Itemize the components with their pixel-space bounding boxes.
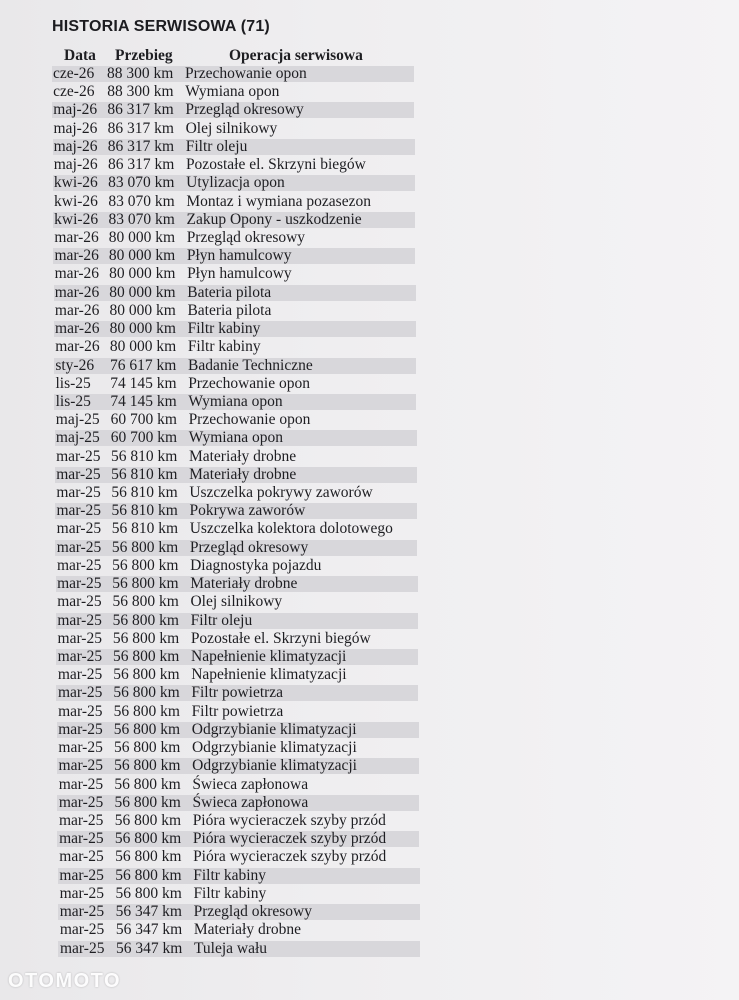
table-row (0, 648, 739, 666)
row-operation: Filtr kabiny (193, 884, 267, 902)
row-date: mar-25 (60, 939, 105, 957)
row-operation: Przechowanie opon (188, 411, 311, 429)
row-mileage: 83 070 km (108, 210, 175, 228)
row-operation: Pióra wycieraczek szyby przód (193, 848, 387, 866)
table-row (0, 794, 739, 812)
table-row (0, 429, 739, 447)
row-mileage: 86 317 km (107, 137, 175, 155)
row-mileage: 56 810 km (111, 465, 178, 483)
row-mileage: 56 800 km (113, 648, 180, 665)
row-mileage: 56 810 km (111, 502, 178, 520)
row-date: mar-25 (56, 447, 101, 465)
row-operation: Materiały drobne (190, 575, 298, 593)
table-row (0, 830, 739, 848)
table-row (0, 630, 739, 648)
row-operation: Przechowanie opon (185, 65, 307, 82)
row-operation: Przegląd okresowy (193, 903, 312, 921)
row-mileage: 60 700 km (110, 411, 177, 429)
row-mileage: 80 000 km (109, 301, 176, 319)
table-row (0, 593, 739, 611)
table-row (0, 757, 739, 775)
table-row (0, 302, 739, 320)
row-operation: Przegląd okresowy (185, 101, 304, 119)
table-row (0, 721, 739, 739)
column-header-operation: Operacja serwisowa (229, 47, 363, 64)
row-operation: Wymiana opon (185, 83, 280, 101)
row-operation: Filtr oleju (185, 137, 248, 155)
row-operation: Filtr kabiny (193, 866, 267, 884)
table-row (0, 411, 739, 429)
row-mileage: 56 800 km (113, 720, 181, 738)
row-date: mar-25 (59, 921, 105, 939)
row-mileage: 56 800 km (115, 848, 182, 866)
row-mileage: 80 000 km (109, 320, 176, 338)
table-row (0, 83, 739, 101)
row-date: mar-26 (54, 265, 100, 283)
row-operation: Płyn hamulcowy (186, 247, 292, 265)
row-date: mar-25 (56, 484, 101, 502)
row-mileage: 56 347 km (115, 903, 182, 921)
row-operation: Napełnienie klimatyzacji (191, 648, 347, 665)
row-mileage: 56 800 km (113, 702, 180, 720)
row-mileage: 88 300 km (107, 65, 174, 82)
table-row (0, 703, 739, 721)
row-mileage: 56 800 km (111, 538, 179, 556)
row-operation: Diagnostyka pojazdu (190, 556, 322, 574)
column-header-date: Data (64, 47, 96, 64)
row-operation: Filtr oleju (190, 611, 253, 629)
table-row (0, 338, 739, 356)
row-operation: Odgrzybianie klimatyzacji (192, 757, 357, 775)
row-mileage: 56 800 km (112, 629, 180, 647)
row-operation: Przegląd okresowy (186, 228, 306, 246)
row-mileage: 86 317 km (107, 156, 175, 174)
row-operation: Filtr kabiny (187, 320, 261, 338)
otomoto-watermark: OTOMOTO (8, 970, 122, 992)
row-mileage: 56 800 km (112, 593, 179, 611)
row-operation: Uszczelka kolektora dolotowego (189, 520, 393, 538)
row-mileage: 86 317 km (107, 101, 174, 119)
table-row (0, 101, 739, 119)
row-operation: Pióra wycieraczek szyby przód (192, 811, 386, 829)
row-operation: Przechowanie opon (188, 374, 310, 392)
row-date: mar-25 (56, 538, 102, 556)
row-mileage: 74 145 km (110, 392, 177, 410)
row-date: mar-25 (59, 903, 105, 921)
row-mileage: 56 800 km (113, 684, 180, 702)
row-operation: Odgrzybianie klimatyzacji (191, 720, 357, 738)
row-operation: Materiały drobne (189, 465, 297, 483)
table-row (0, 284, 739, 302)
row-mileage: 56 800 km (114, 811, 181, 829)
row-mileage: 83 070 km (108, 174, 175, 192)
table-row (0, 575, 739, 593)
row-operation: Świeca zapłonowa (192, 775, 309, 793)
table-row (0, 739, 739, 757)
table-row (0, 247, 739, 265)
row-operation: Olej silnikowy (190, 593, 283, 611)
row-operation: Zakup Opony - uszkodzenie (186, 210, 362, 228)
row-date: mar-25 (56, 556, 102, 574)
row-operation: Filtr powietrza (191, 684, 284, 702)
row-mileage: 56 800 km (113, 666, 180, 684)
row-date: mar-26 (54, 228, 99, 246)
table-row (0, 211, 739, 229)
row-date: maj-25 (55, 411, 100, 429)
row-date: mar-25 (58, 775, 104, 793)
table-row (0, 265, 739, 283)
row-mileage: 88 300 km (107, 83, 174, 101)
row-mileage: 80 000 km (109, 283, 176, 301)
service-history-table (0, 65, 739, 958)
row-operation: Płyn hamulcowy (187, 265, 292, 283)
row-date: mar-25 (56, 520, 102, 538)
row-operation: Pozostałe el. Skrzyni biegów (185, 156, 366, 174)
row-date: mar-25 (58, 739, 103, 757)
row-operation: Napełnienie klimatyzacji (191, 666, 347, 684)
row-operation: Olej silnikowy (185, 119, 278, 137)
table-row (0, 120, 739, 138)
row-operation: Świeca zapłonowa (192, 793, 309, 811)
row-operation: Odgrzybianie klimatyzacji (191, 739, 357, 757)
row-date: mar-25 (57, 611, 102, 629)
row-operation: Filtr kabiny (187, 338, 261, 356)
table-row (0, 885, 739, 903)
table-row (0, 375, 739, 393)
table-row (0, 867, 739, 885)
row-date: mar-25 (57, 629, 102, 647)
table-row (0, 174, 739, 192)
row-mileage: 56 810 km (110, 447, 178, 465)
row-mileage: 80 000 km (108, 247, 176, 265)
row-mileage: 56 800 km (115, 866, 182, 884)
row-date: kwi-26 (54, 210, 99, 228)
row-mileage: 86 317 km (107, 119, 174, 137)
row-date: maj-26 (53, 119, 98, 137)
row-date: mar-25 (58, 793, 104, 811)
row-date: maj-25 (55, 429, 100, 447)
row-mileage: 74 145 km (110, 374, 177, 392)
row-date: mar-25 (57, 648, 103, 665)
table-row (0, 65, 739, 83)
row-date: mar-25 (59, 884, 105, 902)
row-operation: Bateria pilota (187, 301, 272, 319)
row-date: mar-25 (57, 593, 102, 611)
row-date: mar-25 (58, 702, 103, 720)
table-row (0, 612, 739, 630)
table-row (0, 357, 739, 375)
row-date: maj-26 (53, 137, 98, 155)
row-mileage: 56 347 km (116, 939, 183, 957)
row-operation: Materiały drobne (188, 447, 297, 465)
row-date: mar-26 (54, 283, 100, 301)
row-operation: Badanie Techniczne (188, 356, 313, 374)
row-operation: Pozostałe el. Skrzyni biegów (190, 629, 371, 647)
row-date: mar-25 (57, 575, 102, 593)
row-mileage: 83 070 km (108, 192, 175, 210)
page-title: HISTORIA SERWISOWA (71) (52, 18, 270, 35)
row-mileage: 56 810 km (111, 484, 178, 502)
row-date: sty-26 (55, 356, 95, 374)
row-date: maj-26 (53, 101, 98, 119)
table-row (0, 684, 739, 702)
row-operation: Wymiana opon (188, 392, 283, 410)
table-row (0, 776, 739, 794)
row-mileage: 60 700 km (110, 429, 178, 447)
row-date: mar-25 (58, 720, 103, 738)
row-date: mar-25 (59, 830, 104, 848)
row-mileage: 56 800 km (114, 757, 181, 775)
row-operation: Utylizacja opon (186, 174, 285, 192)
row-operation: Bateria pilota (187, 283, 272, 301)
row-mileage: 56 800 km (113, 739, 181, 757)
row-date: kwi-26 (53, 174, 98, 192)
row-date: mar-25 (58, 811, 104, 829)
row-mileage: 56 800 km (112, 611, 179, 629)
row-mileage: 80 000 km (108, 228, 175, 246)
row-date: mar-25 (57, 666, 103, 684)
row-date: mar-25 (56, 465, 101, 483)
row-mileage: 76 617 km (110, 356, 177, 374)
row-date: lis-25 (55, 374, 91, 392)
table-header (0, 47, 739, 67)
table-row (0, 484, 739, 502)
row-date: mar-26 (55, 320, 100, 338)
row-date: maj-26 (53, 156, 98, 174)
table-row (0, 903, 739, 921)
row-operation: Pokrywa zaworów (189, 502, 306, 520)
row-mileage: 56 347 km (115, 921, 183, 939)
row-operation: Wymiana opon (188, 429, 283, 447)
row-date: mar-26 (54, 247, 99, 265)
row-date: mar-25 (58, 757, 103, 775)
row-mileage: 56 800 km (112, 575, 179, 593)
row-date: lis-25 (55, 392, 91, 410)
table-row (0, 193, 739, 211)
row-date: cze-26 (53, 83, 95, 101)
row-operation: Tuleja wału (194, 939, 268, 957)
table-row (0, 466, 739, 484)
table-row (0, 520, 739, 538)
row-mileage: 56 800 km (115, 884, 182, 902)
row-date: mar-26 (54, 301, 100, 319)
row-operation: Przegląd okresowy (189, 538, 309, 556)
row-operation: Materiały drobne (193, 921, 301, 939)
row-operation: Filtr powietrza (191, 702, 284, 720)
row-mileage: 56 800 km (114, 830, 182, 848)
table-row (0, 557, 739, 575)
row-mileage: 56 800 km (112, 556, 179, 574)
row-mileage: 56 800 km (114, 775, 181, 793)
table-row (0, 393, 739, 411)
row-date: mar-26 (55, 338, 100, 356)
table-row (0, 229, 739, 247)
table-row (0, 940, 739, 958)
table-row (0, 320, 739, 338)
table-row (0, 812, 739, 830)
row-operation: Pióra wycieraczek szyby przód (192, 830, 387, 848)
table-row (0, 921, 739, 939)
row-date: cze-26 (53, 65, 95, 82)
table-row (0, 848, 739, 866)
row-operation: Montaz i wymiana pozasezon (186, 192, 371, 210)
row-date: mar-25 (59, 866, 104, 884)
row-mileage: 80 000 km (109, 265, 176, 283)
table-row (0, 138, 739, 156)
table-row (0, 156, 739, 174)
row-date: kwi-26 (54, 192, 98, 210)
row-date: mar-25 (57, 684, 103, 702)
table-row (0, 539, 739, 557)
row-mileage: 56 800 km (114, 793, 181, 811)
table-row (0, 502, 739, 520)
row-mileage: 80 000 km (109, 338, 177, 356)
column-header-mileage: Przebieg (115, 47, 173, 64)
table-row (0, 666, 739, 684)
row-operation: Uszczelka pokrywy zaworów (189, 484, 373, 502)
row-mileage: 56 810 km (111, 520, 178, 538)
row-date: mar-25 (59, 848, 104, 866)
table-row (0, 448, 739, 466)
row-date: mar-25 (56, 502, 101, 520)
